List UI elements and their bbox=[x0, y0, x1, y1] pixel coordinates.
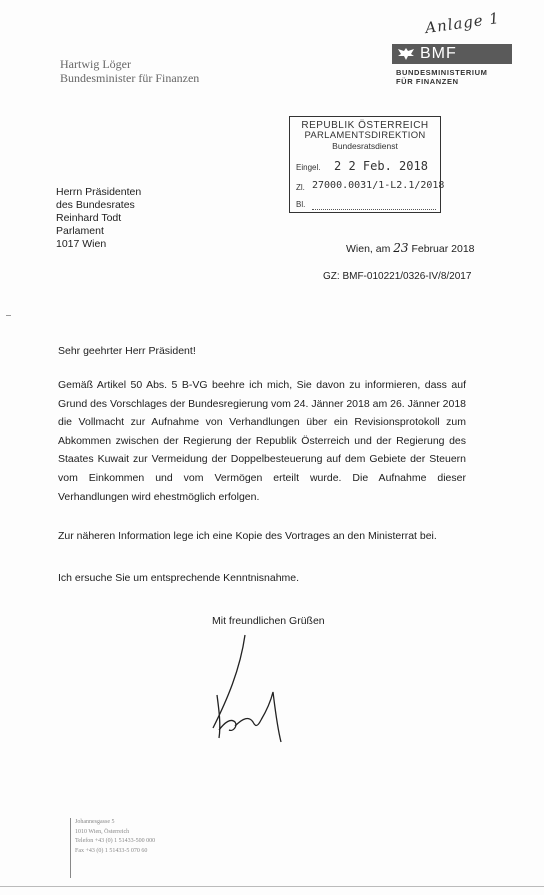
stamp-eingel-row bbox=[296, 159, 428, 173]
letter-date bbox=[346, 241, 475, 255]
stamp-line3: Bundesratsdienst bbox=[332, 141, 398, 151]
stamp-zl-row bbox=[296, 180, 445, 192]
stamp-eingel-label: Eingel. bbox=[296, 163, 321, 172]
stamp-zl-value: 27000.0031/1-L2.1/2018 bbox=[312, 180, 445, 191]
recipient-line5: 1017 Wien bbox=[56, 238, 107, 250]
stamp-line2: PARLAMENTSDIREKTION bbox=[304, 130, 426, 141]
logo-line2: FÜR FINANZEN bbox=[396, 77, 459, 86]
footer-line2: 1010 Wien, Österreich bbox=[75, 828, 130, 835]
receipt-stamp bbox=[289, 116, 445, 213]
handwritten-annotation: Anlage 1 bbox=[424, 8, 501, 38]
stamp-bl-label: Bl. bbox=[296, 200, 306, 209]
logo-subtitle bbox=[396, 68, 487, 86]
body-paragraph-1: Gemäß Artikel 50 Abs. 5 B-VG beehre ich mich, Sie davon zu informieren, dass auf Grund des Vorschlages der Bundesregierung vom 24. Jänner 2018 am 26. Jänner 2018 die Vollmacht zur Aufnahme von Verhandlungen über ein Revisionsprotokoll zum Abkommen zwischen der Regierung der Republik Österreich und der Regierung des Staates Kuwait zur Vermeidung der Doppelbesteuerung auf dem Gebiete der Steuern vom Einkommen und vom Vermögen erteilt wurde. Die Aufnahme dieser Verhandlungen wird ehestmöglich erfolgen. bbox=[58, 379, 467, 503]
date-suffix: Februar 2018 bbox=[411, 243, 475, 255]
recipient-line3: Reinhard Todt bbox=[56, 212, 122, 224]
stamp-bl-line bbox=[312, 209, 436, 210]
footer-address bbox=[75, 818, 155, 856]
footer-line1: Johannesgasse 5 bbox=[75, 819, 115, 825]
stamp-line1: REPUBLIK ÖSTERREICH bbox=[301, 120, 429, 131]
recipient-line1: Herrn Präsidenten bbox=[56, 186, 142, 198]
salutation: Sehr geehrter Herr Präsident! bbox=[58, 345, 196, 357]
sender-name: Hartwig Löger bbox=[60, 57, 131, 71]
footer-line4: Fax +43 (0) 1 51433-5 070 60 bbox=[75, 847, 148, 854]
logo-line1: BUNDESMINISTERIUM bbox=[396, 68, 488, 77]
recipient-line4: Parlament bbox=[56, 225, 104, 237]
footer-line3: Telefon +43 (0) 1 51433-500 000 bbox=[75, 838, 156, 844]
reference-number: GZ: BMF-010221/0326-IV/8/2017 bbox=[323, 271, 472, 282]
eagle-icon bbox=[392, 44, 420, 64]
body-paragraph-2: Zur näheren Information lege ich eine Kopie des Vortrages an den Ministerrat bei. bbox=[58, 530, 437, 542]
signature bbox=[205, 630, 295, 745]
sender-block bbox=[60, 57, 199, 85]
sender-title: Bundesminister für Finanzen bbox=[60, 71, 200, 85]
date-prefix: Wien, am bbox=[346, 243, 391, 255]
logo-abbr: BMF bbox=[420, 45, 457, 62]
closing: Mit freundlichen Grüßen bbox=[212, 615, 325, 627]
footer-divider bbox=[70, 818, 71, 878]
stamp-bl-row bbox=[296, 200, 305, 209]
stamp-eingel-value: 2 2 Feb. 2018 bbox=[334, 159, 428, 173]
bmf-logo bbox=[392, 44, 512, 64]
fold-mark bbox=[6, 315, 11, 316]
stamp-zl-label: Zl. bbox=[296, 183, 305, 192]
page-bottom-edge bbox=[0, 886, 544, 887]
recipient-address bbox=[56, 186, 141, 251]
date-day: 23 bbox=[393, 241, 409, 255]
recipient-line2: des Bundesrates bbox=[56, 199, 135, 211]
body-paragraph-3: Ich ersuche Sie um entsprechende Kenntnisnahme. bbox=[58, 572, 300, 584]
